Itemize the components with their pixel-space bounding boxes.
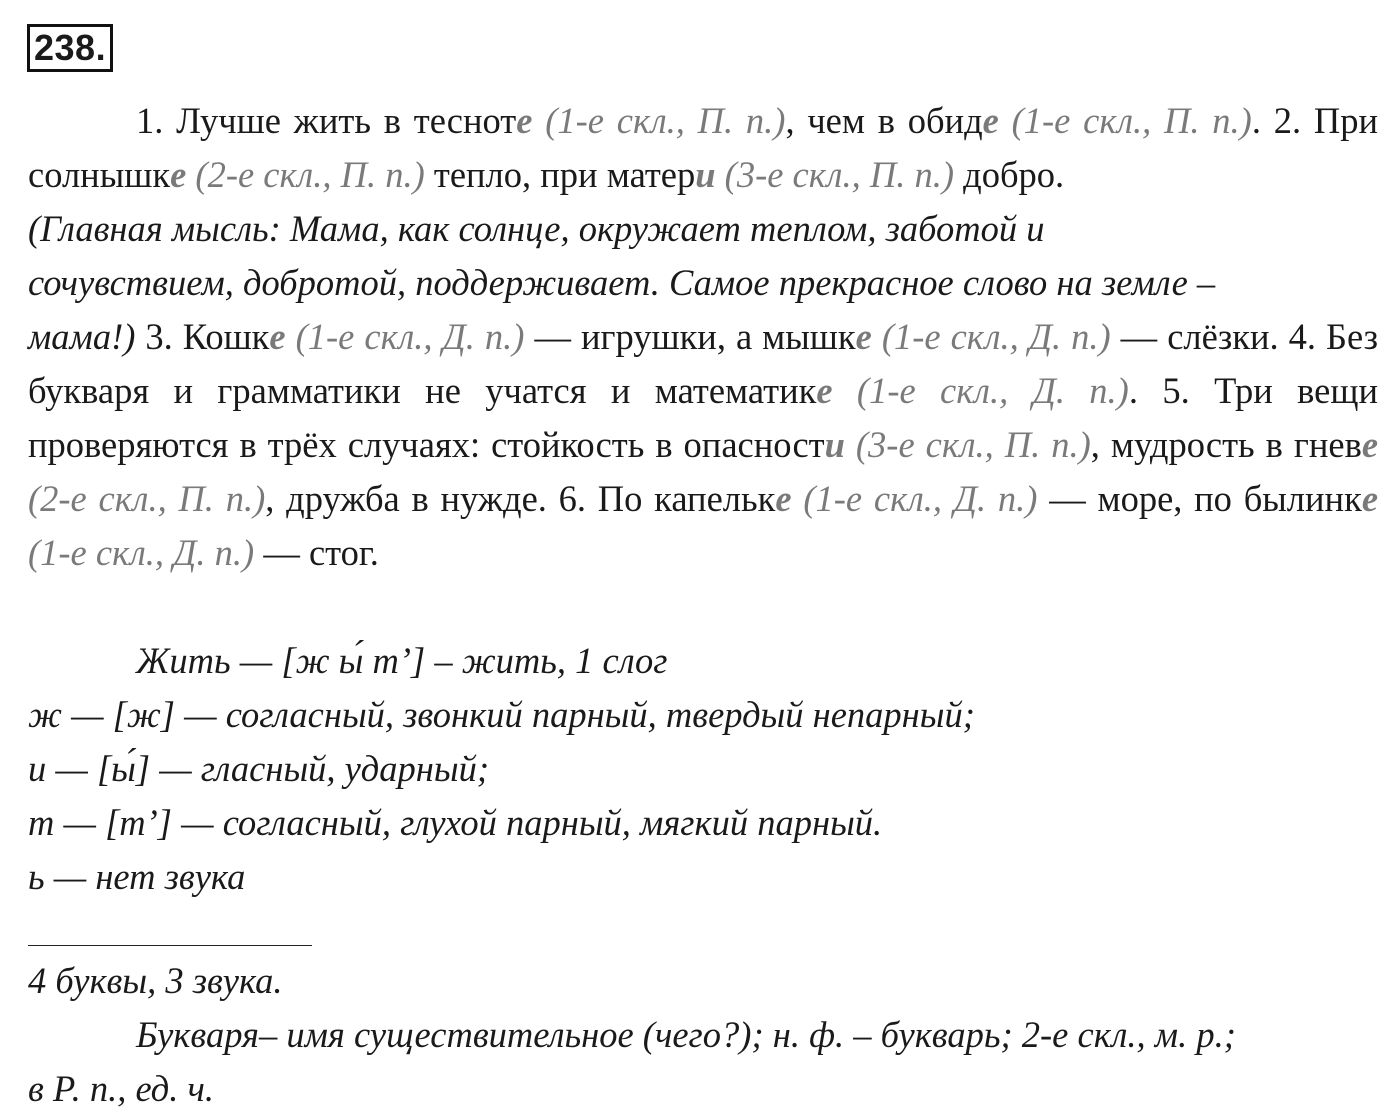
highlighted-ending: и	[824, 424, 845, 465]
text-run: , дружба в нужде. 6. По капельк	[265, 478, 776, 519]
sentence-number: 1.	[136, 100, 177, 141]
highlighted-ending: е	[516, 100, 533, 141]
phonetic-heading: Жить — [ж ы́ т’] – жить, 1 слог	[136, 640, 668, 681]
highlighted-ending: е	[816, 370, 833, 411]
text-run: добро.	[954, 154, 1065, 195]
text-run: 3. Кошк	[135, 316, 270, 357]
text-run: — стог.	[254, 532, 379, 573]
letters-sounds-summary: 4 буквы, 3 звука.	[28, 960, 283, 1001]
main-paragraph	[28, 94, 1378, 580]
text-run: При солнышк	[28, 100, 1379, 195]
highlighted-ending: е	[170, 154, 187, 195]
highlighted-ending: е	[982, 100, 999, 141]
grammar-note: п.)	[997, 478, 1038, 519]
text-run: Три вещи проверяются в трёх случаях: стойкость в опасност	[28, 370, 1379, 465]
phonetic-line: ь — нет звука	[28, 856, 246, 897]
highlighted-ending: е	[855, 316, 872, 357]
text-run: ,	[1090, 424, 1100, 465]
text-run: . 2.	[1251, 100, 1302, 141]
grammar-note: (1-е скл., Д. п.)	[285, 316, 525, 357]
exercise-text	[28, 94, 1378, 904]
grammar-note: (3-е скл., П. п.)	[844, 424, 1091, 465]
highlighted-ending: е	[775, 478, 792, 519]
phonetic-line: и — [ы́] — гласный, ударный;	[28, 748, 489, 789]
summary-block	[28, 954, 1378, 1116]
morphology-line: Букваря– имя существительное (чего?); н. ф. – букварь; 2-е скл., м. р.;	[136, 1014, 1236, 1055]
text-run: мудрость в гнев	[1110, 424, 1362, 465]
text-run: тепло, при матер	[424, 154, 696, 195]
grammar-note: (3-е скл., П. п.)	[715, 154, 954, 195]
text-run: — игрушки, а мышк	[524, 316, 856, 357]
summary-divider	[28, 945, 312, 946]
highlighted-ending: е	[1361, 424, 1379, 465]
text-run: . 5.	[1128, 370, 1190, 411]
text-run: —	[1110, 316, 1158, 357]
phonetic-line: т — [т’] — согласный, глухой парный, мягкий парный.	[28, 802, 883, 843]
grammar-note: (1-е скл., Д. п.)	[871, 316, 1111, 357]
text-run: Лучше жить в теснот	[176, 100, 517, 141]
main-idea-note: мама!)	[28, 316, 136, 357]
morphology-line: в Р. п., ед. ч.	[28, 1068, 215, 1109]
grammar-note: (1-е скл., П. п.)	[532, 100, 786, 141]
text-run: , чем в обид	[785, 100, 983, 141]
grammar-note: (2-е скл., П. п.)	[28, 478, 266, 519]
grammar-note: (1-е скл., П. п.)	[998, 100, 1252, 141]
task-number: 238.	[27, 24, 113, 72]
highlighted-ending: е	[1361, 478, 1379, 519]
text-run: — море, по былинк	[1037, 478, 1362, 519]
grammar-note: (1-е скл., Д. п.)	[28, 532, 255, 573]
main-idea-note: сочувствием, добротой, поддерживает. Самое прекрасное слово на земле –	[28, 262, 1216, 303]
grammar-note: (1-е скл., Д. п.)	[832, 370, 1129, 411]
main-idea-note: (Главная мысль: Мама, как солнце, окружает теплом, заботой и	[28, 208, 1045, 249]
highlighted-ending: и	[695, 154, 716, 195]
highlighted-ending: е	[269, 316, 286, 357]
text-run: слёзки. 4. Без букваря и грамматики не учатся и математик	[28, 316, 1379, 411]
grammar-note: (2-е скл., П. п.)	[186, 154, 425, 195]
grammar-note: (1-е скл., Д.	[791, 478, 987, 519]
phonetic-line: ж — [ж] — согласный, звонкий парный, твердый непарный;	[28, 694, 975, 735]
